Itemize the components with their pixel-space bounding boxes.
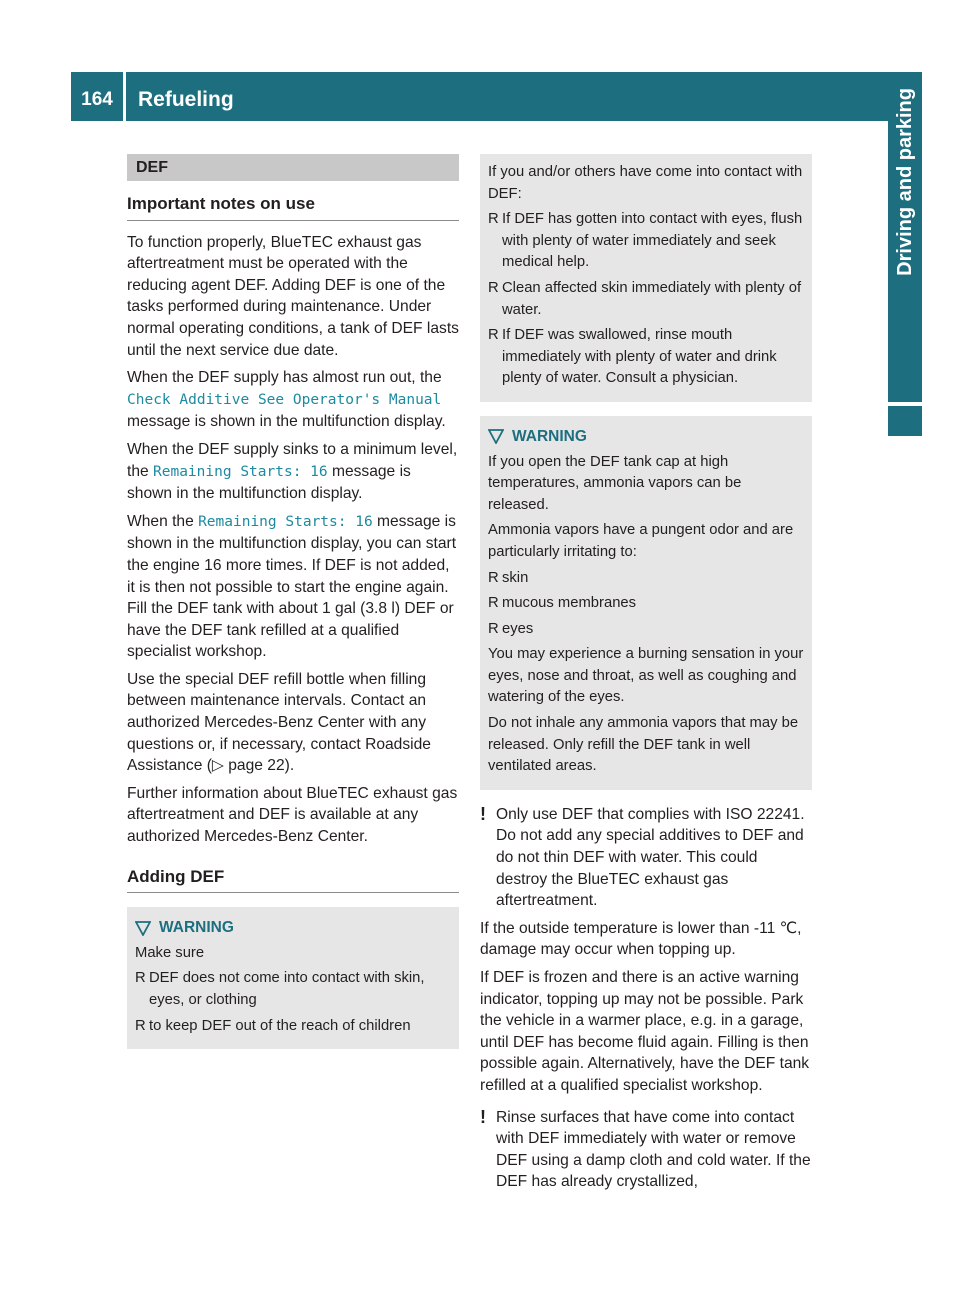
bullet-glyph: R (488, 279, 499, 296)
left-column (127, 154, 459, 1049)
paragraph: You may experience a burning sensation in your eyes, nose and throat, as well as coughing and watering of the eyes. (488, 646, 804, 706)
text: When the DEF supply sinks to a minimum level, the (127, 440, 458, 480)
page-header (71, 72, 888, 121)
first-aid-box (480, 154, 812, 402)
list-item (488, 593, 804, 615)
warning-box (127, 907, 459, 1049)
side-tab-label: Driving and parking (894, 88, 916, 276)
paragraph (127, 367, 459, 433)
warning-heading (488, 426, 804, 448)
side-marker (888, 406, 922, 436)
subheading-notes: Important notes on use (127, 193, 459, 221)
display-message: Remaining Starts: 16 (153, 463, 328, 480)
list-item-text: mucous membranes (502, 595, 637, 612)
bullet-glyph: R (135, 1017, 146, 1034)
text: When the DEF supply has almost run out, the (127, 369, 442, 387)
list-item (488, 325, 804, 390)
bullet-glyph: R (488, 595, 499, 612)
warning-triangle-icon (135, 921, 151, 936)
note-icon: ! (480, 803, 486, 824)
chapter-title: Refueling (138, 87, 234, 111)
page-number: 164 (71, 72, 126, 121)
list-item-text: DEF does not come into contact with skin, eyes, or clothing (149, 970, 425, 1008)
paragraph: If DEF is frozen and there is an active warning indicator, topping up may not be possible. Park the vehicle in a warmer place, e.g. in a garage, until DEF has become fluid again. Filling is then possible again. Alternatively, have the DEF tank refilled at a qualified specialist workshop. (480, 969, 810, 1094)
list-item (488, 568, 804, 590)
right-column (480, 154, 812, 1199)
bullet-glyph: R (488, 211, 499, 228)
text: message is shown in the multifunction display. (127, 462, 411, 503)
list-item-text: eyes (502, 620, 534, 637)
list-item (488, 209, 804, 274)
warning-triangle-icon (488, 429, 504, 444)
note-text: Rinse surfaces that have come into contact with DEF immediately with water or remove DEF using a damp cloth and cold water. If the DEF has already crystallized, (496, 1108, 811, 1191)
paragraph: Further information about BlueTEC exhaust gas aftertreatment and DEF is available at any authorized Mercedes-Benz Center. (127, 784, 458, 846)
note-text: Only use DEF that complies with ISO 22241. Do not add any special additives to DEF and do not thin DEF with water. This could destroy the BlueTEC exhaust gas aftertreatment. (496, 805, 805, 910)
first-aid-intro: If you and/or others have come into contact with DEF: (488, 164, 803, 202)
warning-label: WARNING (512, 427, 587, 445)
bullet-glyph: R (135, 970, 146, 987)
paragraph (127, 439, 459, 505)
warning-box (480, 416, 812, 790)
paragraph: Use the special DEF refill bottle when filling between maintenance intervals. Contact an authorized Mercedes-Benz Center with any questions or, if necessary, contact Roadside Assistance (▷ page 22). (127, 670, 431, 775)
paragraph: Ammonia vapors have a pungent odor and are particularly irritating to: (488, 522, 794, 560)
warning-intro: Make sure (135, 944, 205, 961)
text: When the (127, 512, 199, 530)
paragraph: If you open the DEF tank cap at high temperatures, ammonia vapors can be released. (488, 453, 742, 513)
list-item-text: to keep DEF out of the reach of children (149, 1017, 411, 1034)
side-tab (888, 72, 922, 402)
list-item (135, 1016, 451, 1038)
list-item-text: If DEF was swallowed, rinse mouth immediately with plenty of water and drink plenty of water. Consult a physician. (502, 327, 777, 387)
list-item (488, 619, 804, 641)
warning-label: WARNING (159, 919, 234, 937)
note (480, 804, 812, 912)
list-item (135, 968, 451, 1011)
list-item-text: If DEF has gotten into contact with eyes, flush with plenty of water immediately and seek medical help. (502, 211, 803, 271)
section-title: DEF (127, 154, 459, 181)
paragraph (127, 511, 459, 663)
paragraph: Do not inhale any ammonia vapors that may be released. Only refill the DEF tank in well ventilated areas. (488, 715, 799, 775)
warning-heading (135, 917, 451, 939)
display-message: Remaining Starts: 16 (198, 513, 373, 530)
paragraph: If the outside temperature is lower than ‑11 ℃, damage may occur when topping up. (480, 919, 802, 959)
note (480, 1107, 812, 1193)
text: message is shown in the multifunction display. (127, 413, 446, 431)
subheading-adding: Adding DEF (127, 866, 459, 894)
paragraph: To function properly, BlueTEC exhaust gas aftertreatment must be operated with the reducing agent DEF. Adding DEF is one of the tasks performed during maintenance. Under normal operating conditions, a tank of DEF lasts until the next service due date. (127, 233, 459, 359)
list-item (488, 278, 804, 321)
bullet-glyph: R (488, 327, 499, 344)
list-item-text: skin (502, 569, 529, 586)
list-item-text: Clean affected skin immediately with plenty of water. (502, 279, 802, 318)
bullet-glyph: R (488, 620, 499, 637)
text: message is shown in the multifunction display, you can start the engine 16 more times. If DEF is not added, it is then not possible to start the engine again. Fill the DEF tank with about 1 gal (3.8 l) DEF or have the DEF tank refilled at a qualified specialist workshop. (127, 512, 457, 661)
bullet-glyph: R (488, 569, 499, 586)
note-icon: ! (480, 1106, 486, 1127)
display-message: Check Additive See Operator's Manual (127, 391, 442, 408)
